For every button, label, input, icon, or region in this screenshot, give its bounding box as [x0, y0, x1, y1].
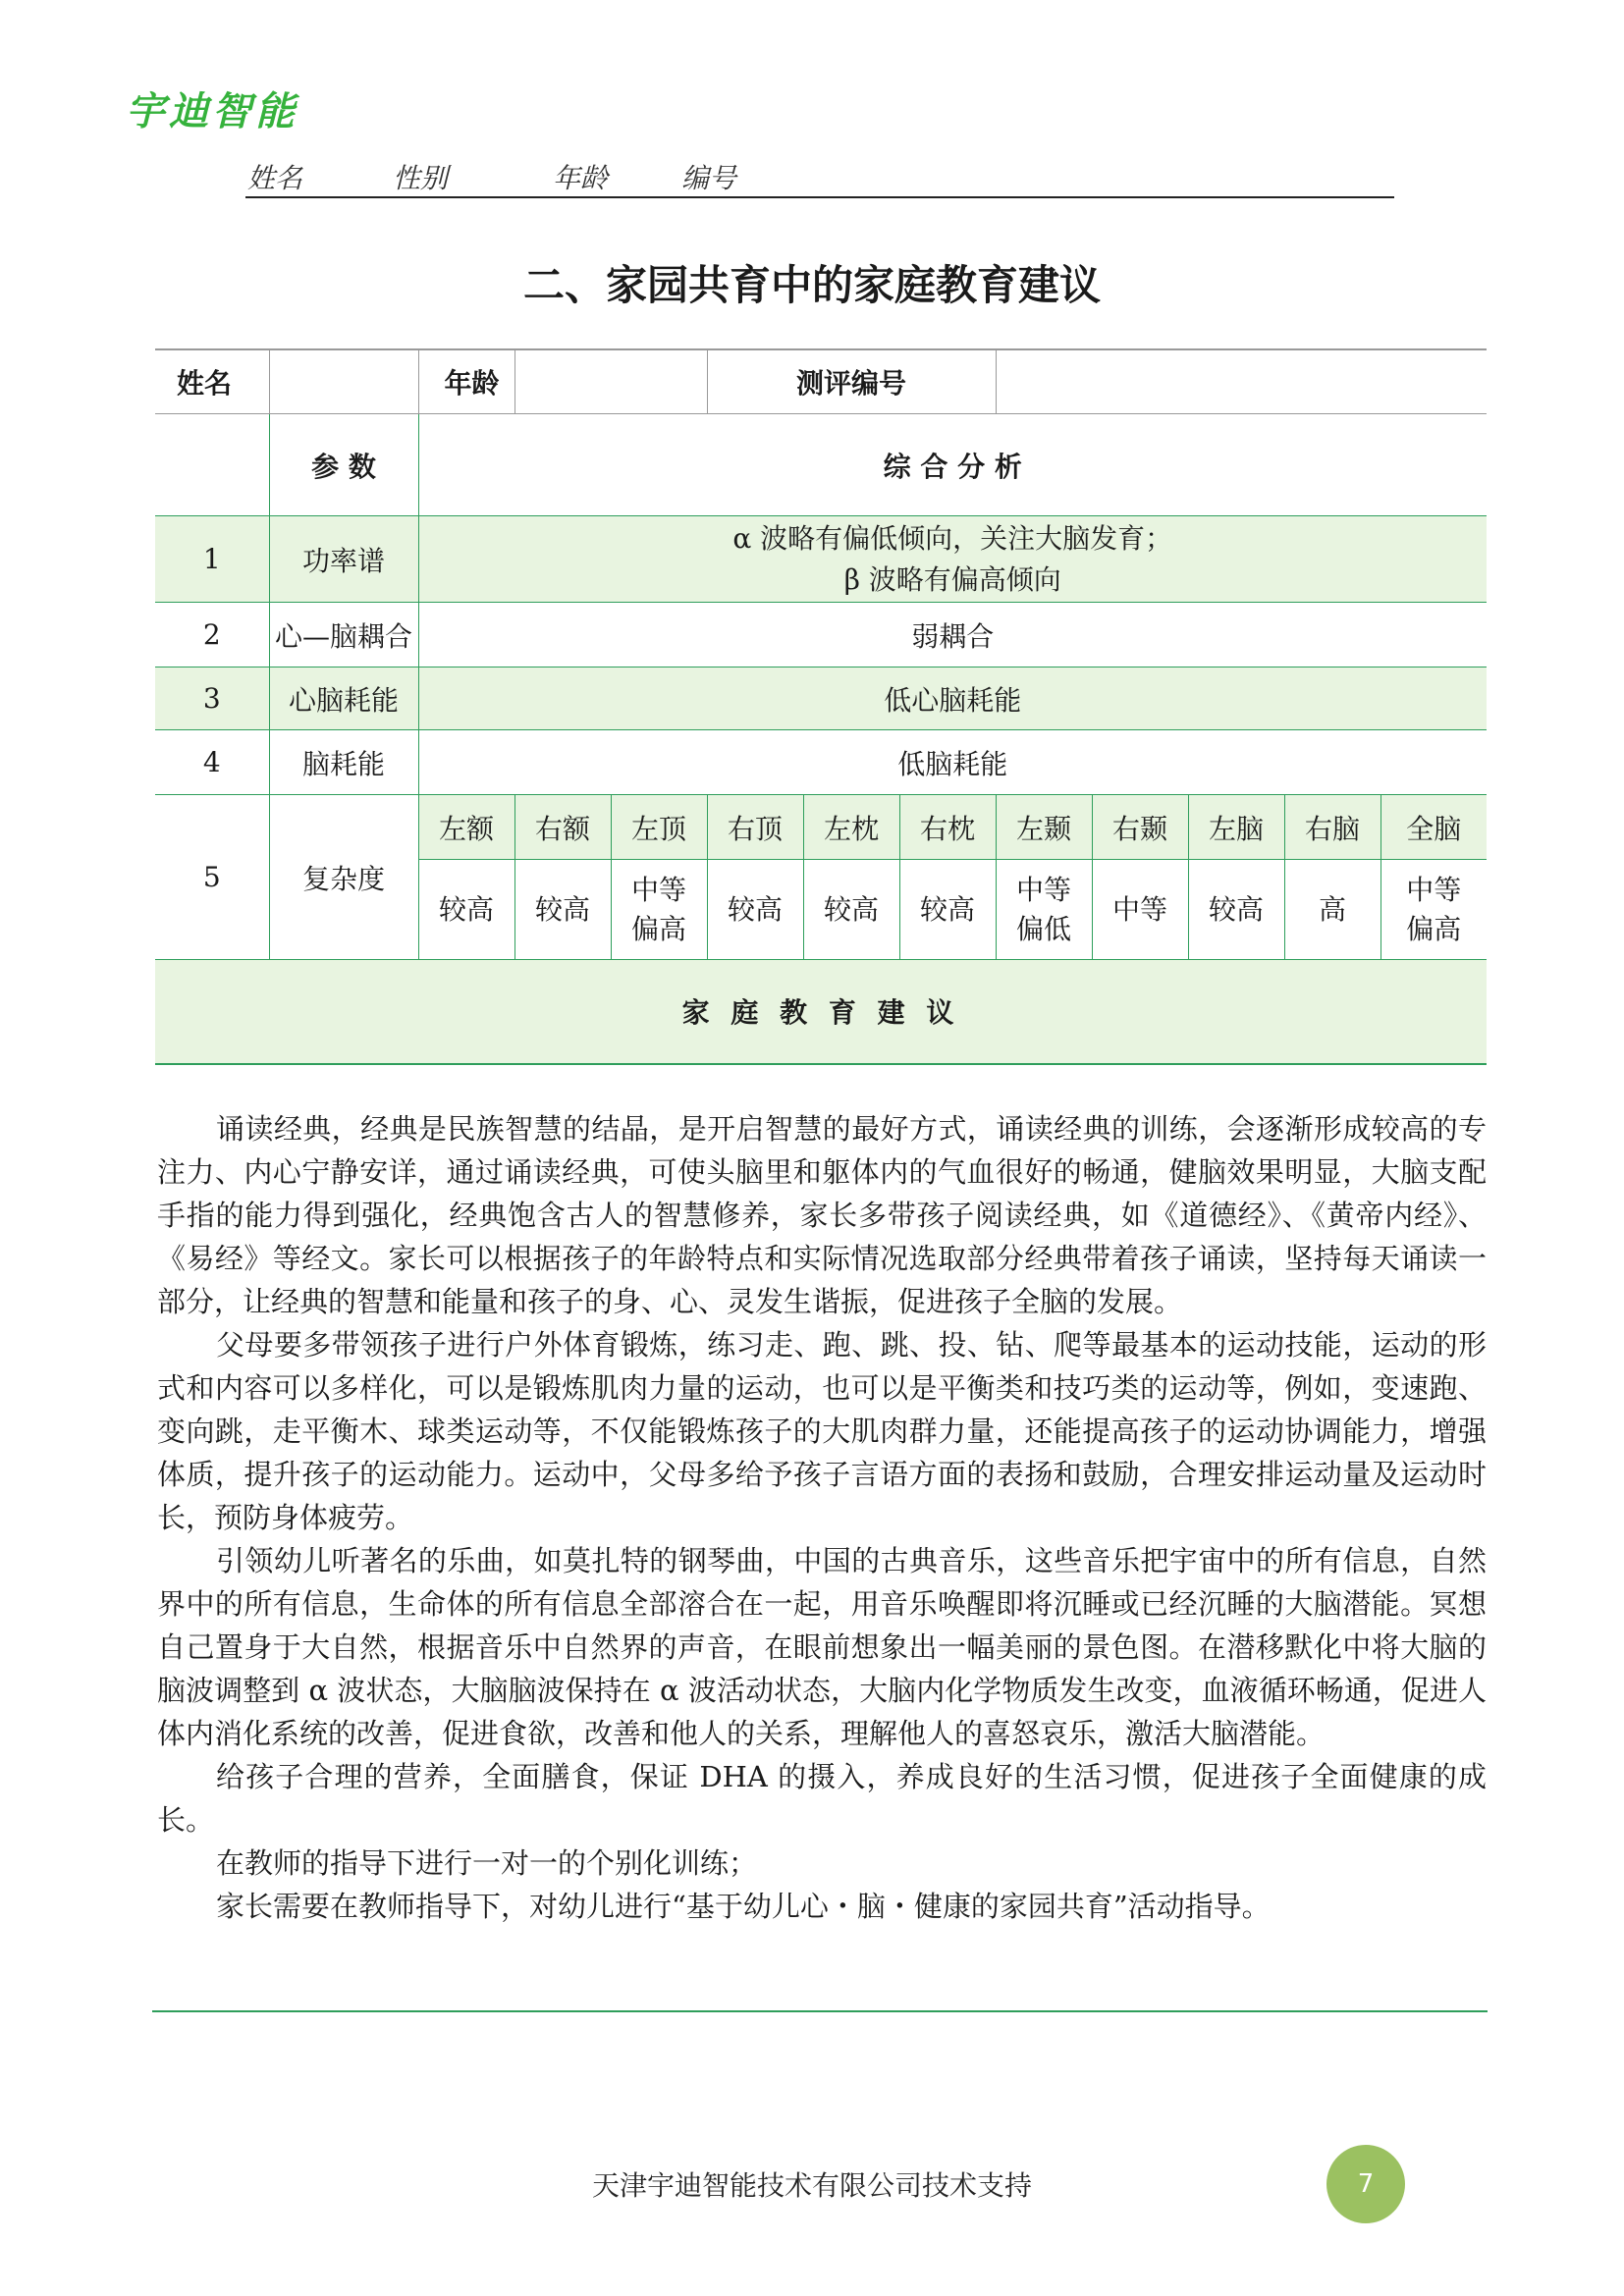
- header-empty-cell: [155, 414, 269, 516]
- value-line: 高: [1318, 892, 1346, 926]
- region-cell: 左额: [418, 795, 514, 860]
- row-analysis: 弱耦合: [418, 603, 1487, 667]
- region-cell: 左顶: [611, 795, 707, 860]
- info-age-label: 年龄: [418, 349, 514, 414]
- row-analysis: 低心脑耗能: [418, 667, 1487, 730]
- row-param: 复杂度: [269, 795, 418, 960]
- value-cell: [611, 860, 707, 960]
- value-line: 较高: [438, 892, 494, 926]
- region-cell: 右额: [514, 795, 611, 860]
- assessment-table: [155, 348, 1487, 1065]
- info-id-value: [996, 349, 1487, 414]
- info-row: [155, 349, 1487, 414]
- complexity-region-row: [155, 795, 1487, 860]
- advice-body: [157, 1107, 1487, 1928]
- advice-paragraph: 在教师的指导下进行一对一的个别化训练；: [216, 1846, 758, 1880]
- info-name-label: 姓名: [155, 349, 269, 414]
- value-line: 较高: [823, 892, 879, 926]
- region-cell: 右脑: [1284, 795, 1380, 860]
- value-cell: [1380, 860, 1487, 960]
- value-cell: [1284, 860, 1380, 960]
- value-cell: [1092, 860, 1188, 960]
- value-line: 中等: [630, 873, 686, 906]
- value-cell: [1188, 860, 1284, 960]
- region-cell: 左枕: [803, 795, 899, 860]
- param-header: 参 数: [269, 414, 418, 516]
- value-cell: [803, 860, 899, 960]
- table-row: [155, 730, 1487, 795]
- row-analysis: [418, 516, 1487, 603]
- value-cell: [899, 860, 996, 960]
- info-age-value: [514, 349, 707, 414]
- analysis-line: α 波略有偏低倾向，关注大脑发育；: [732, 521, 1173, 555]
- row-number: 5: [155, 795, 269, 960]
- row-number: 3: [155, 667, 269, 730]
- row-number: 4: [155, 730, 269, 795]
- value-cell: [996, 860, 1092, 960]
- header-fields: [245, 153, 1394, 198]
- analysis-line: β 波略有偏高倾向: [843, 562, 1061, 596]
- advice-header-row: [155, 960, 1487, 1064]
- company-logo: 宇迪智能: [126, 89, 298, 134]
- table-row: [155, 667, 1487, 730]
- value-cell: [418, 860, 514, 960]
- value-cell: [707, 860, 803, 960]
- row-analysis: 低脑耗能: [418, 730, 1487, 795]
- advice-paragraph: 引领幼儿听著名的乐曲，如莫扎特的钢琴曲，中国的古典音乐，这些音乐把宇宙中的所有信息，自然界中的所有信息，生命体的所有信息全部溶合在一起，用音乐唤醒即将沉睡或已经沉睡的大脑潜能。冥想自己置身于大自然，根据音乐中自然界的声音，在眼前想象出一幅美丽的景色图。在潜移默化中将大脑的脑波调整到 α 波状态，大脑脑波保持在 α 波活动状态，大脑内化学物质发生改变，血液循环畅通，促进人体内消化系统的改善，促进食欲，改善和他人的关系，理解他人的喜怒哀乐，激活大脑潜能。: [157, 1544, 1487, 1750]
- analysis-header: 综 合 分 析: [418, 414, 1487, 516]
- footer-company: 天津宇迪智能技术有限公司技术支持: [591, 2169, 1032, 2202]
- row-param: 心脑耗能: [269, 667, 418, 730]
- table-row: [155, 516, 1487, 603]
- value-line: 较高: [727, 892, 783, 926]
- row-number: 2: [155, 603, 269, 667]
- header-id-label: 编号: [681, 162, 737, 194]
- header-gender-label: 性别: [393, 162, 449, 194]
- value-line: 偏高: [630, 912, 686, 945]
- value-cell: [514, 860, 611, 960]
- row-number: 1: [155, 516, 269, 603]
- info-name-value: [269, 349, 418, 414]
- value-line: 较高: [919, 892, 975, 926]
- row-param: 心—脑耦合: [269, 603, 418, 667]
- header-name-label: 姓名: [247, 162, 303, 194]
- column-header-row: [155, 414, 1487, 516]
- advice-header: 家 庭 教 育 建 议: [155, 960, 1487, 1064]
- region-cell: 右枕: [899, 795, 996, 860]
- advice-paragraph: 父母要多带领孩子进行户外体育锻炼，练习走、跑、跳、投、钻、爬等最基本的运动技能，运动的形式和内容可以多样化，可以是锻炼肌肉力量的运动，也可以是平衡类和技巧类的运动等，例如，变速跑、变向跳，走平衡木、球类运动等，不仅能锻炼孩子的大肌肉群力量，还能提高孩子的运动协调能力，增强体质，提升孩子的运动能力。运动中，父母多给予孩子言语方面的表扬和鼓励，合理安排运动量及运动时长，预防身体疲劳。: [157, 1328, 1487, 1534]
- value-line: 中等: [1406, 873, 1462, 906]
- region-cell: 全脑: [1380, 795, 1487, 860]
- header-age-label: 年龄: [553, 162, 609, 194]
- bottom-divider: [152, 2010, 1488, 2012]
- region-cell: 右顶: [707, 795, 803, 860]
- advice-paragraph: 给孩子合理的营养，全面膳食，保证 DHA 的摄入，养成良好的生活习惯，促进孩子全面健康的成长。: [157, 1760, 1487, 1837]
- region-cell: 左颞: [996, 795, 1092, 860]
- info-id-label: 测评编号: [707, 349, 996, 414]
- value-line: 较高: [1208, 892, 1264, 926]
- advice-paragraph: 诵读经典，经典是民族智慧的结晶，是开启智慧的最好方式，诵读经典的训练，会逐渐形成较高的专注力、内心宁静安详，通过诵读经典，可使头脑里和躯体内的气血很好的畅通，健脑效果明显，大脑支配手指的能力得到强化，经典饱含古人的智慧修养，家长多带孩子阅读经典，如《道德经》、《黄帝内经》、《易经》等经文。家长可以根据孩子的年龄特点和实际情况选取部分经典带着孩子诵读，坚持每天诵读一部分，让经典的智慧和能量和孩子的身、心、灵发生谐振，促进孩子全脑的发展。: [157, 1112, 1487, 1318]
- value-line: 中等: [1111, 892, 1167, 926]
- value-line: 偏高: [1406, 912, 1462, 945]
- page-number: 7: [1326, 2145, 1405, 2223]
- value-line: 偏低: [1015, 912, 1071, 945]
- value-line: 中等: [1015, 873, 1071, 906]
- table-row: [155, 603, 1487, 667]
- region-cell: 左脑: [1188, 795, 1284, 860]
- value-line: 较高: [534, 892, 590, 926]
- region-cell: 右颞: [1092, 795, 1188, 860]
- row-param: 脑耗能: [269, 730, 418, 795]
- row-param: 功率谱: [269, 516, 418, 603]
- advice-paragraph: 家长需要在教师指导下，对幼儿进行“基于幼儿心・脑・健康的家园共育”活动指导。: [216, 1890, 1271, 1923]
- page-title: 二、家园共育中的家庭教育建议: [522, 261, 1101, 309]
